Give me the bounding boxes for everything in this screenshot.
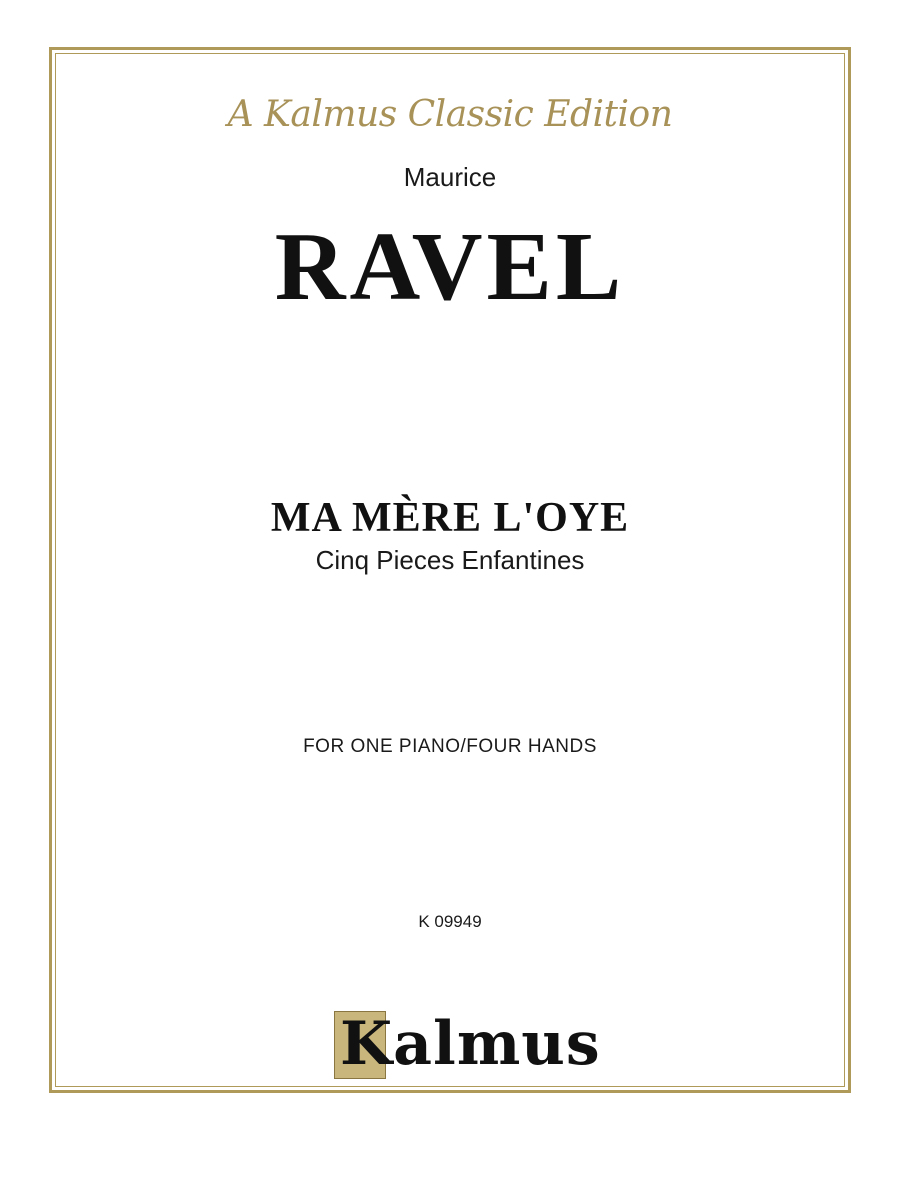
catalog-number: K 09949 xyxy=(418,912,482,931)
series-title: A Kalmus Classic Edition xyxy=(227,94,673,135)
work-subtitle: Cinq Pieces Enfantines xyxy=(315,545,585,575)
work-title: MA MÈRE L'OYE xyxy=(270,495,630,541)
composer-surname: RAVEL xyxy=(274,213,626,321)
composer-first-name: Maurice xyxy=(403,162,497,192)
instrumentation: FOR ONE PIANO/FOUR HANDS xyxy=(303,736,597,757)
publisher-logo xyxy=(334,1007,601,1082)
publisher-logo-text: Kalmus xyxy=(340,1009,601,1079)
